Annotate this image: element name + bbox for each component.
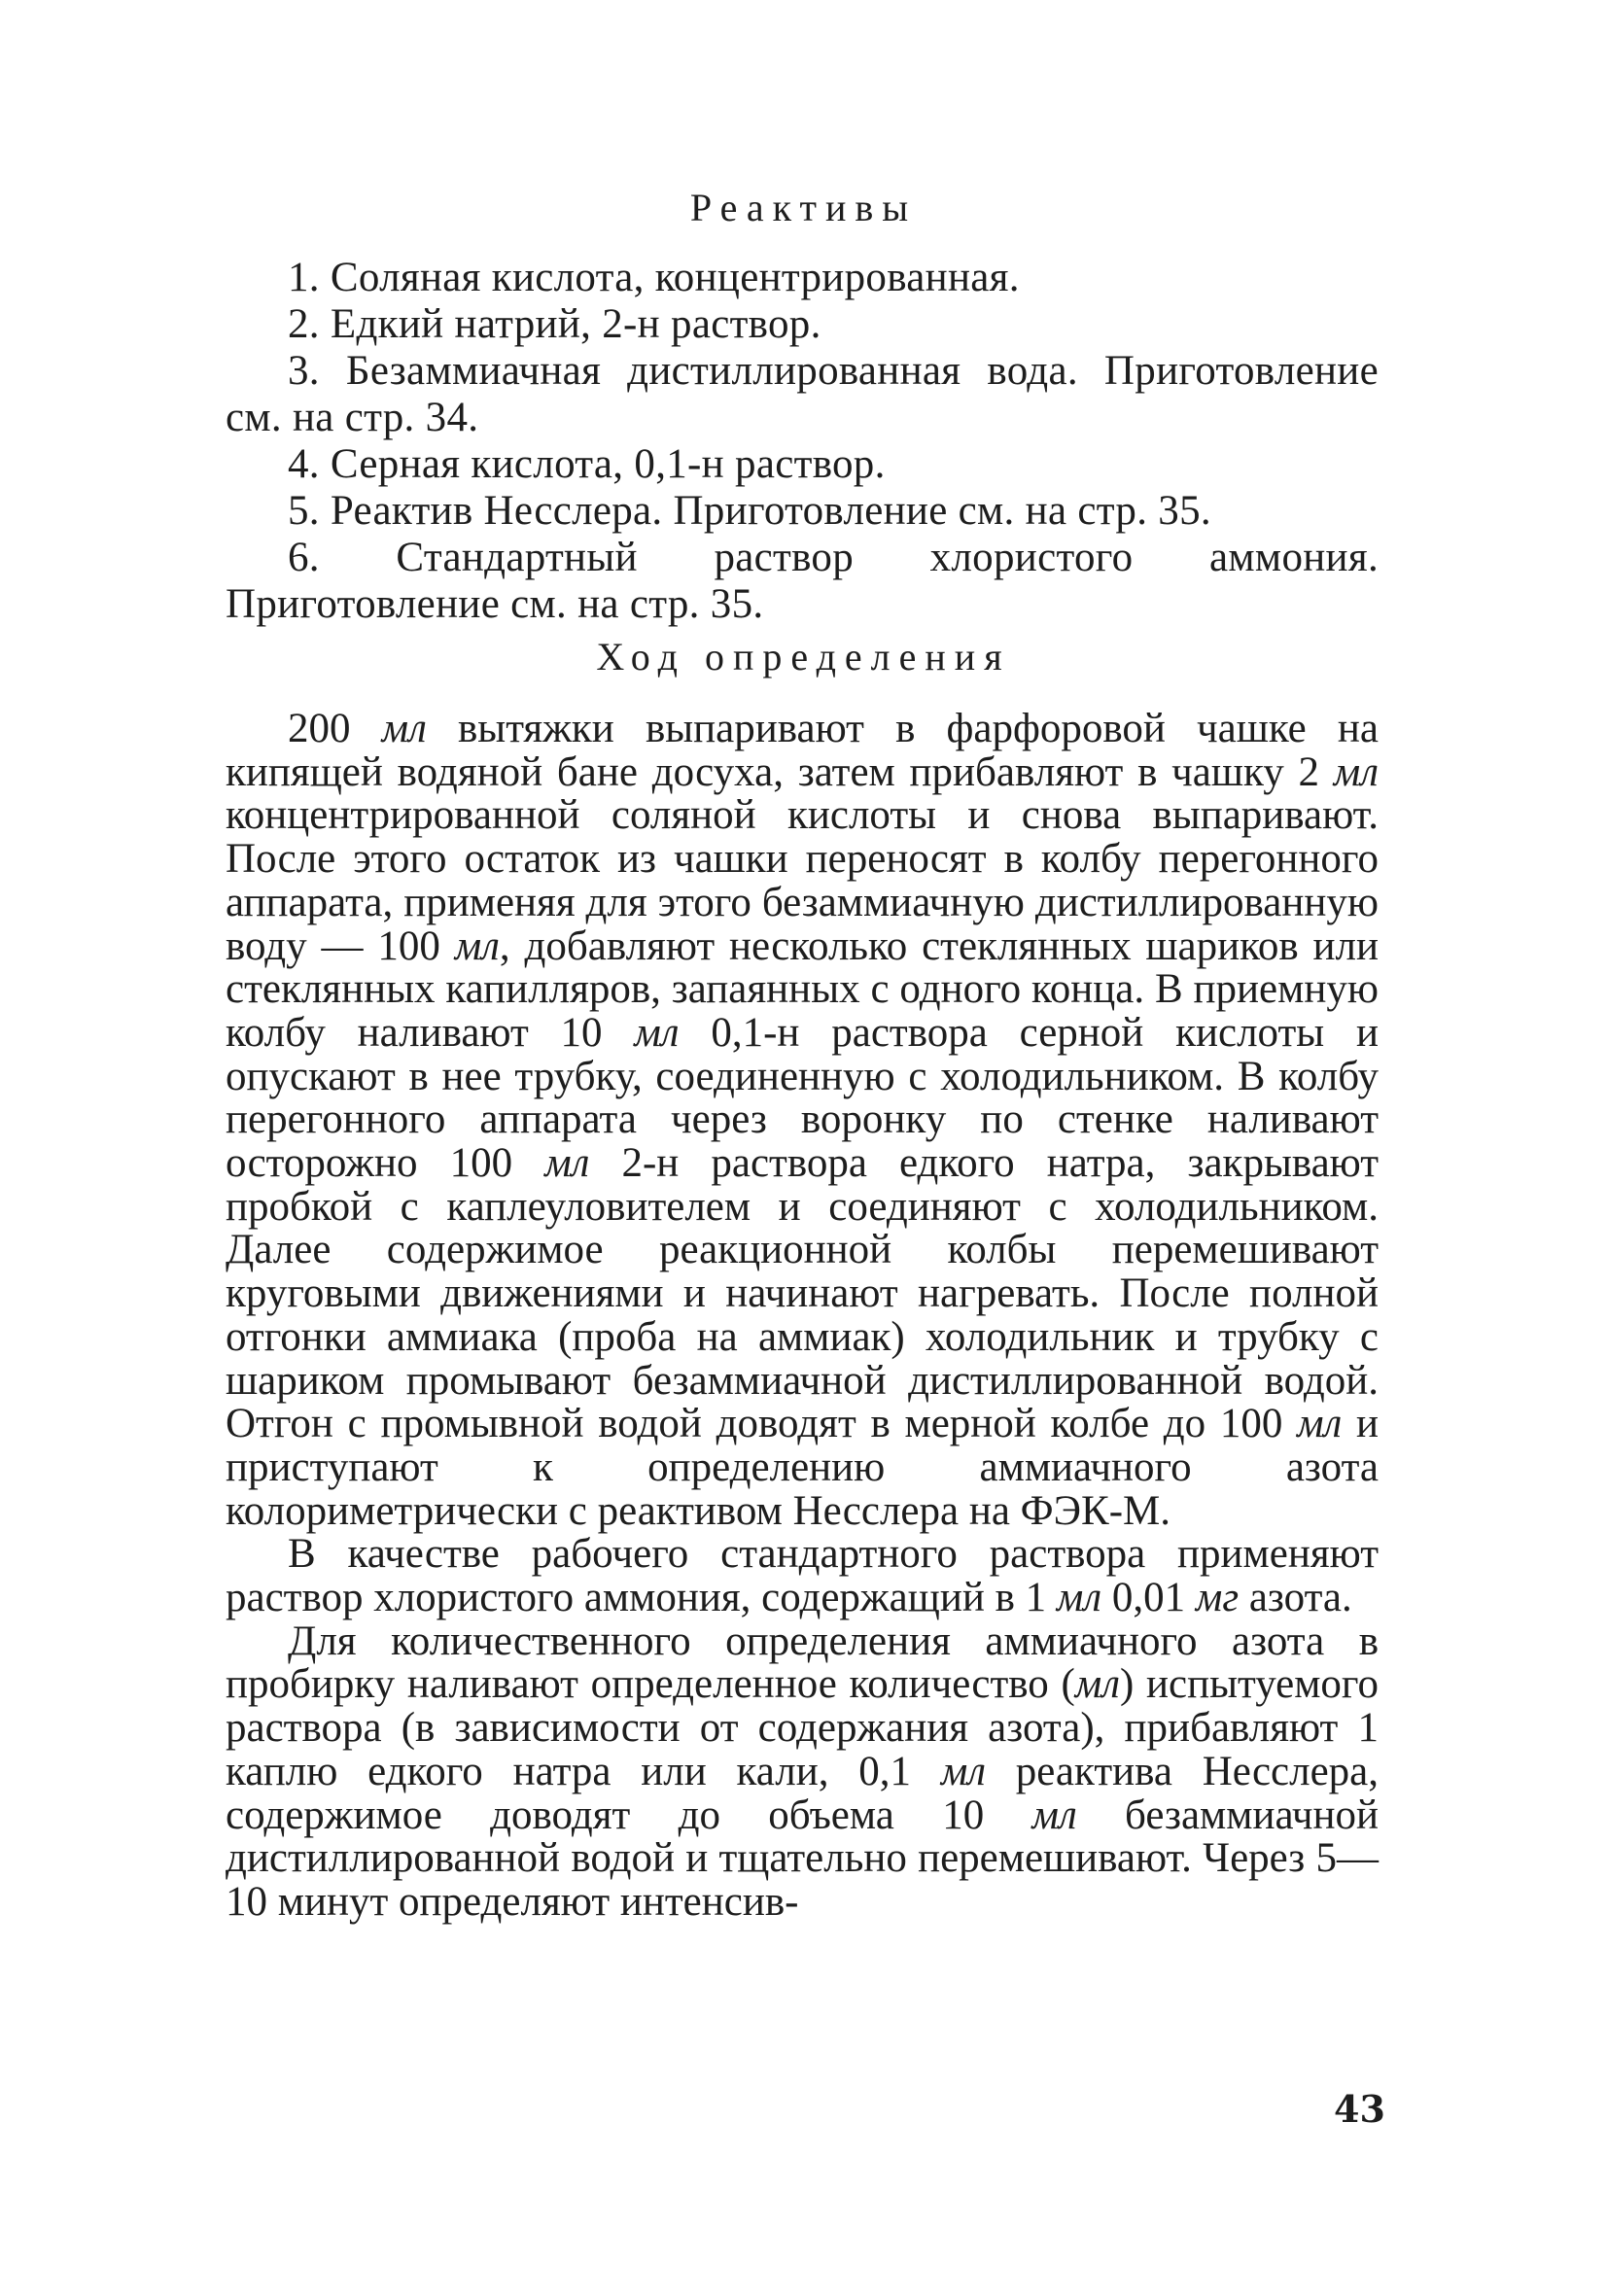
reagents-list xyxy=(226,255,1379,628)
page-number: 43 xyxy=(1334,2087,1385,2131)
text-run: В качестве рабочего стандартного раствора применяют раствор хлористого аммония, содержащий в 1 xyxy=(226,1531,1379,1621)
reagent-item: 6. Стандартный раствор хлористого аммония. Приготовление см. на стр. 35. xyxy=(226,535,1379,627)
unit-ml: мл xyxy=(1031,1792,1077,1838)
unit-ml: мл xyxy=(1074,1661,1120,1708)
reagent-item: 4. Серная кислота, 0,1-н раствор. xyxy=(288,441,886,487)
unit-ml: мл xyxy=(940,1748,987,1794)
text-run: 2-н раствора едкого натра, закрывают пробкой с каплеуловителем и соединяют с холодильником. Далее содержимое реакционной колбы перемешивают круговыми движениями и начинают нагревать. После полной отгонки аммиака (проба на аммиак) холодильник и трубку с шариком промывают безаммиачной дистиллированной водой. Отгон с промывной водой доводят в мерной колбе до 100 xyxy=(226,1140,1379,1447)
reagent-item: 5. Реактив Несслера. Приготовление см. на стр. 35. xyxy=(288,488,1211,534)
text-run: Для количественного определения аммиачного азота в пробирку наливают определенное количество ( xyxy=(226,1618,1379,1708)
text-run: и приступают к определению аммиачного азота колориметрически с реактивом Несслера на ФЭК-М. xyxy=(226,1401,1379,1534)
text-run: концентрированной соляной кислоты и снова выпаривают. После этого остаток из чашки переносят в колбу перегонного аппарата, применяя для этого безаммиачную дистиллированную воду — 100 xyxy=(226,792,1379,969)
reagent-item: 2. Едкий натрий, 2-н раствор. xyxy=(288,301,821,347)
reagents-heading: Реактивы xyxy=(689,186,918,229)
unit-ml: мл xyxy=(1297,1401,1343,1447)
text-run: реактива Несслера, содержимое доводят до объема 10 xyxy=(226,1748,1379,1838)
unit-ml: мл xyxy=(1056,1575,1102,1621)
text-run: , добавляют несколько стеклянных шариков или стеклянных капилляров, запаянных с одного конца. В приемную колбу наливают 10 xyxy=(226,922,1379,1056)
unit-ml: мл xyxy=(454,922,500,969)
procedure-paragraph-2 xyxy=(226,1533,1379,1619)
text-run: вытяжки выпаривают в фарфоровой чашке на кипящей водяной бане досуха, затем прибавляют в чашку 2 xyxy=(226,706,1379,795)
unit-mg: мг xyxy=(1195,1575,1240,1621)
text-run: азота. xyxy=(1239,1575,1352,1621)
procedure-paragraph-1 xyxy=(226,708,1379,1533)
unit-ml: мл xyxy=(544,1140,590,1187)
unit-ml: мл xyxy=(1333,748,1379,795)
text-run: безаммиачной дистиллированной водой и тщательно перемешивают. Через 5—10 минут определяют интенсив- xyxy=(226,1792,1379,1925)
reagent-item: 1. Соляная кислота, концентрированная. xyxy=(288,255,1020,300)
procedure-text xyxy=(226,708,1379,1925)
text-run: 200 xyxy=(288,706,382,751)
text-run: 0,1-н раствора серной кислоты и опускают в нее трубку, соединенную с холодильником. В колбу перегонного аппарата через воронку по стенке наливают осторожно 100 xyxy=(226,1009,1379,1187)
unit-ml: мл xyxy=(381,706,427,751)
text-run: ) испытуемого раствора (в зависимости от содержания азота), прибавляют 1 каплю едкого натра или кали, 0,1 xyxy=(226,1661,1379,1794)
unit-ml: мл xyxy=(634,1009,680,1056)
reagent-item: 3. Безаммиачная дистиллированная вода. Приготовление см. на стр. 34. xyxy=(226,348,1379,440)
procedure-heading: Ход определения xyxy=(596,635,1011,678)
text-run: 0,01 xyxy=(1101,1575,1196,1621)
procedure-paragraph-3 xyxy=(226,1620,1379,1925)
